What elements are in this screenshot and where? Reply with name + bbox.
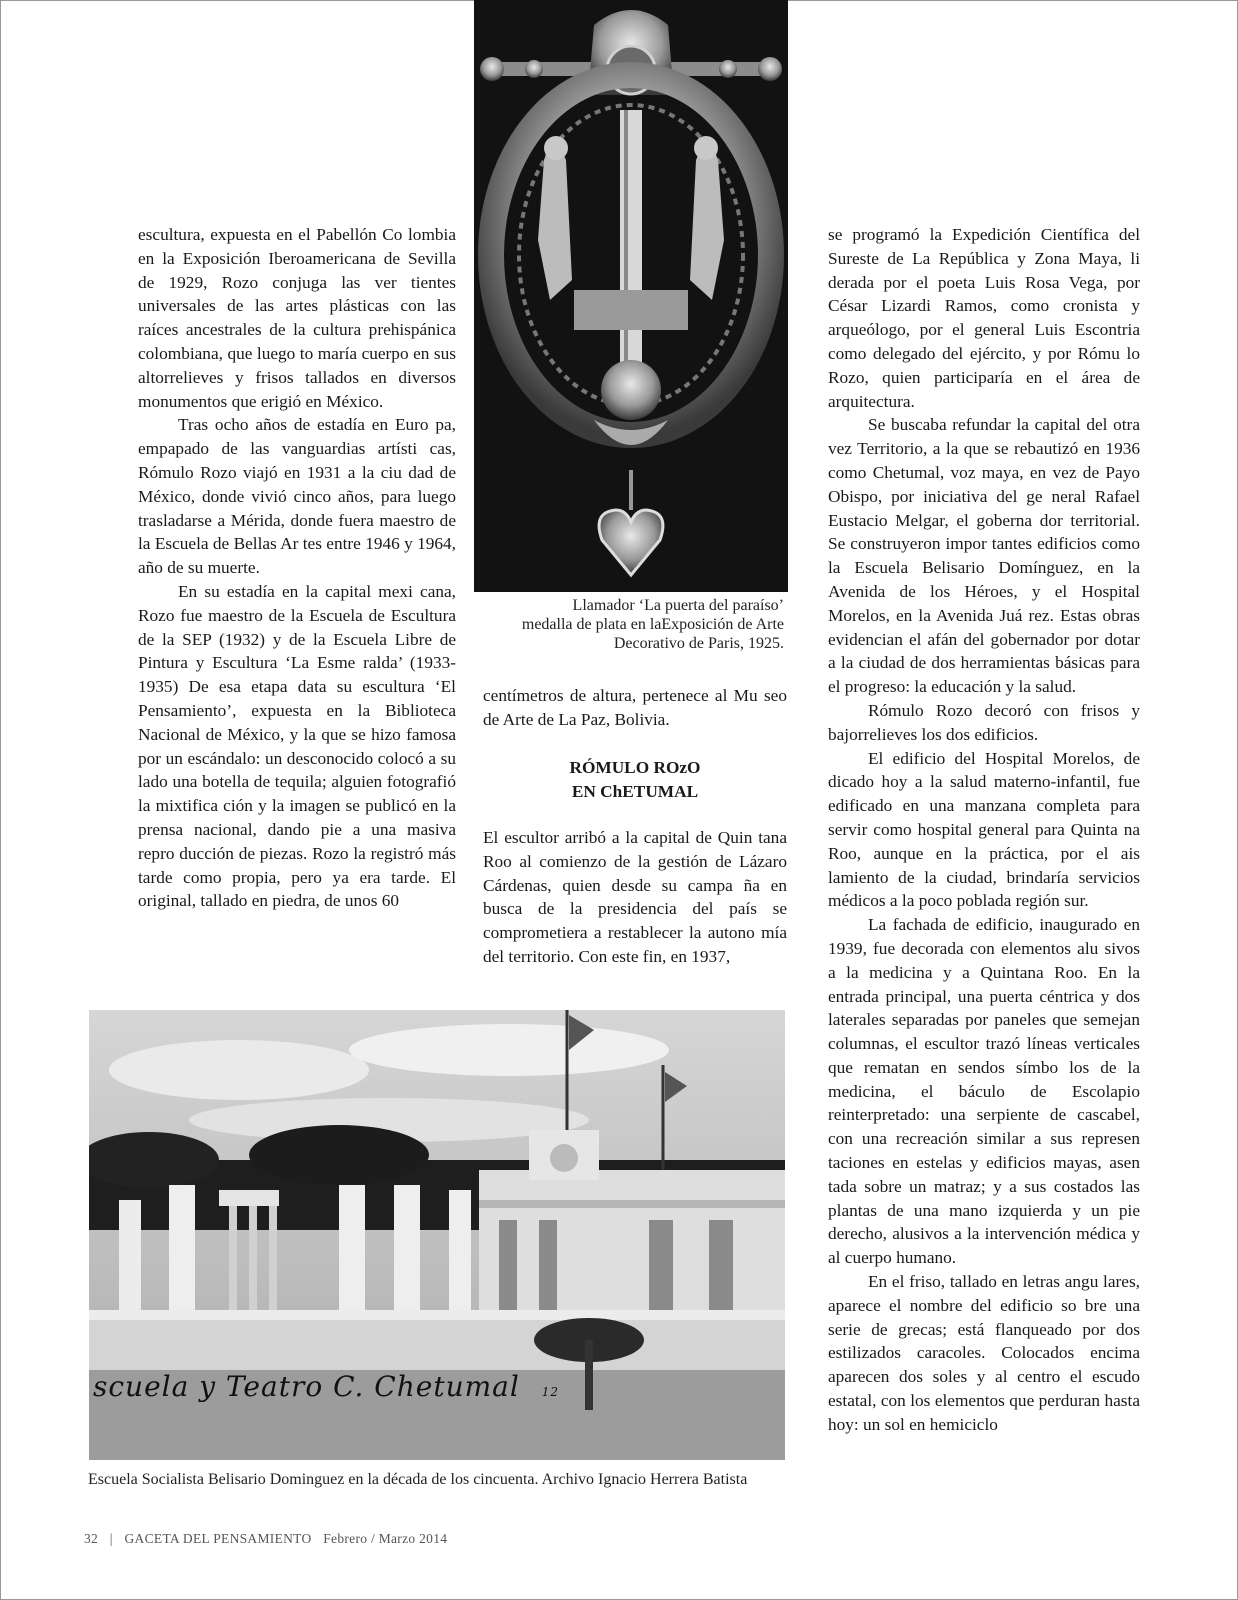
medal-caption-line1: Llamador ‘La puerta del paraíso’ bbox=[572, 597, 784, 614]
col3-paragraph-6: En el friso, tallado en letras angu lares, aparece el nombre del edificio so bre una serie de grecas; está flanqueado por dos estilizados caracoles. Colocados encima aparecen dos soles y al centro el escudo estatal, con los elementos que perduran hasta hoy: un sol en hemiciclo bbox=[828, 1272, 1140, 1434]
photo-caption: Escuela Socialista Belisario Dominguez en la década de los cincuenta. Archivo Ignacio Herrera Batista bbox=[88, 1471, 748, 1488]
photo-handwriting bbox=[93, 1370, 559, 1403]
section-heading-line2: EN ChETUMAL bbox=[571, 782, 699, 801]
photo-handwriting-number: 12 bbox=[541, 1385, 560, 1399]
publication-name: GACETA DEL PENSAMIENTO bbox=[124, 1531, 312, 1546]
col1-paragraph-1: escultura, expuesta en el Pabellón Co lombia en la Exposición Iberoamericana de Sevilla de 1929, Rozo conjuga las ver tientes universales de las artes plásticas con las raíces ancestrales de la cultura prehispánica colombiana, que luego to maría cuerpo en sus altorrelieves y frisos tallados en diversos monumentos que erigió en México. bbox=[138, 225, 456, 411]
column-3 bbox=[828, 223, 1140, 1437]
medal-caption-line3: Decorativo de Paris, 1925. bbox=[613, 635, 784, 652]
school-photo bbox=[89, 1010, 785, 1460]
column-2-body bbox=[483, 826, 787, 969]
col3-paragraph-3: Rómulo Rozo decoró con frisos y bajorrelieves los dos edificios. bbox=[828, 700, 1140, 744]
col2-paragraph-top: centímetros de altura, pertenece al Mu seo de Arte de La Paz, Bolivia. bbox=[483, 686, 787, 729]
col1-paragraph-2: Tras ocho años de estadía en Euro pa, empapado de las vanguardias artísti cas, Rómulo Rozo viajó en 1931 a la ciu dad de México, donde vivió cinco años, para luego trasladarse a Mérida, donde fuera maestro de la Escuela de Bellas Ar tes entre 1946 y 1964, año de su muerte. bbox=[138, 415, 456, 578]
page-number: 32 bbox=[84, 1531, 99, 1546]
col3-paragraph-5: La fachada de edificio, inaugurado en 1939, fue decorada con elementos alu sivos a la medicina y a Quintana Roo. En la entrada principal, una puerta céntrica y dos laterales separadas por paneles que semejan columnas, el escultor trazó líneas verticales que rematan en sendos símbo los de la medicina, el báculo de Escolapio reinterpretado: una serpiente de cascabel, con una recreación similar a sus represen taciones en estelas y edificios mayas, asen tada sobre un matraz; y a sus costados las plantas de una mano izquierda y un pie derecho, alusivos a la intervención médica y al cuerpo humano. bbox=[828, 915, 1140, 1268]
section-heading bbox=[483, 756, 787, 804]
col2-paragraph-body: El escultor arribó a la capital de Quin tana Roo al comienzo de la gestión de Lázaro Cárdenas, quien desde su campa ña en busca de la presidencia del país se comprometiera a restablecer la autono mía del territorio. Con este fin, en 1937, bbox=[483, 828, 787, 966]
column-1 bbox=[138, 223, 456, 913]
section-heading-line1: RÓMULO ROzO bbox=[569, 758, 701, 777]
medal-photo bbox=[474, 0, 788, 592]
col3-paragraph-4: El edificio del Hospital Morelos, de dicado hoy a la salud materno-infantil, fue edificado en una manzana completa para servir como hospital general para Quinta na Roo, aunque en la práctica, por el ais lamiento de la ciudad, brindaría servicios médicos a la poco poblada región sur. bbox=[828, 748, 1140, 911]
photo-handwriting-text: scuela y Teatro C. Chetumal bbox=[93, 1370, 520, 1403]
medal-caption bbox=[478, 596, 784, 653]
column-2-top bbox=[483, 684, 787, 732]
issue-date: Febrero / Marzo 2014 bbox=[323, 1531, 448, 1546]
col1-paragraph-3: En su estadía en la capital mexi cana, Rozo fue maestro de la Escuela de Escultura de la SEP (1932) y de la Escuela Libre de Pintura y Escultura ‘La Esme ralda’ (1933-1935) De esa etapa data su escultura ‘El Pensamiento’, expuesta en la Biblioteca Nacional de México, y la que se hizo famosa por un escándalo: un desconocido colocó a su lado una botella de tequila; alguien fotografió la mixtifica ción y la imagen se publicó en la prensa nacional, dando pie a una masiva repro ducción de piezas. Rozo la registró más tarde como propia, pero ya era tarde. El original, tallado en piedra, de unos 60 bbox=[138, 581, 456, 911]
footer-separator: | bbox=[109, 1531, 113, 1546]
page-footer bbox=[84, 1531, 455, 1547]
col3-paragraph-1: se programó la Expedición Científica del Sureste de La República y Zona Maya, li derada por el poeta Luis Rosa Vega, por César Lizardi Ramos, como cronista y arqueólogo, por el general Luis Escontria como delegado del ejército, y por Rómu lo Rozo, quien participaría en el área de arquitectura. bbox=[828, 225, 1140, 411]
medal-illustration bbox=[474, 0, 788, 592]
col3-paragraph-2: Se buscaba refundar la capital del otra vez Territorio, a la que se rebautizó en 1936 como Chetumal, voz maya, en vez de Payo Obispo, por iniciativa del ge neral Rafael Eustacio Melgar, el goberna dor territorial. Se construyeron impor tantes edificios como la Escuela Belisario Domínguez, en la Avenida de los Héroes, y el Hospital Morelos, en la Avenida Juá rez. Estas obras evidencian el afán del gobernador por dotar a la ciudad de dos herramientas básicas para el progreso: la educación y la salud. bbox=[828, 415, 1140, 697]
medal-caption-line2: medalla de plata en laExposición de Arte bbox=[521, 616, 784, 633]
